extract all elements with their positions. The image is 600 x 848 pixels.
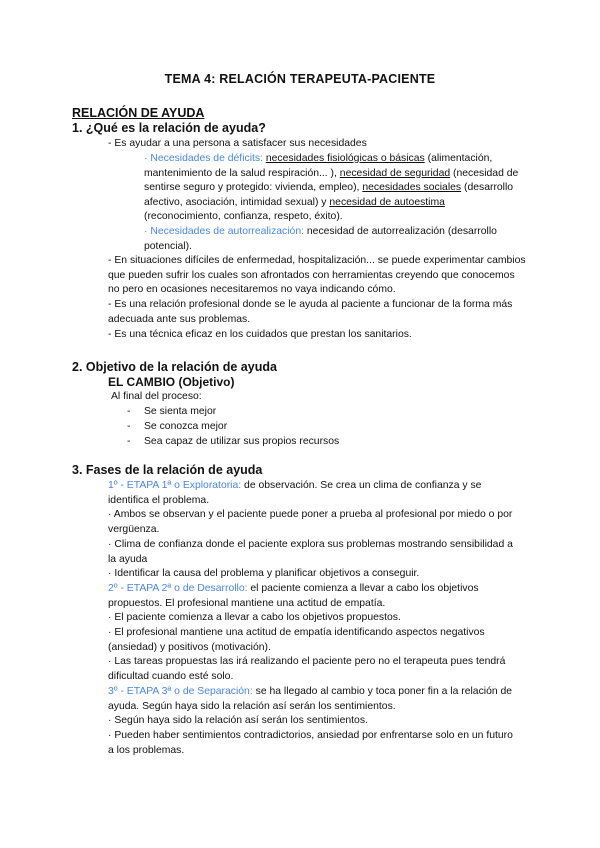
stage-3-text: se ha llegado al cambio y toca poner fin a la relación de ayuda. Según haya sido la relación así serán los sentimientos.: [108, 686, 513, 712]
page-title: TEMA 4: RELACIÓN TERAPEUTA-PACIENTE: [164, 72, 436, 86]
q1-intro: - Es ayudar a una persona a satisfacer sus necesidades: [108, 138, 367, 149]
q2-intro: Al final del proceso:: [111, 391, 202, 402]
deficit-text-2: (necesidad de sentirse seguro y protegido: vivienda, empleo),: [144, 167, 519, 194]
stage-1-paragraph: [108, 479, 520, 508]
autorrealizacion-text: necesidad de autorrealización (desarrollo potencial).: [144, 226, 497, 252]
stage-1-bullet-3: · Identificar la causa del problema y planificar objetivos a conseguir.: [108, 568, 420, 579]
stage-1-bullet-2: · Clima de confianza donde el paciente explora sus problemas mostrando sensibilidad a la ayuda: [108, 539, 513, 565]
stage-2-text: el paciente comienza a llevar a cabo los objetivos propuestos. El profesional mantiene una actitud de empatía.: [108, 583, 479, 609]
autorrealizacion-label: · Necesidades de autorrealización:: [144, 226, 304, 237]
deficit-text-1: (alimentación, mantenimiento de la salud respiración... ),: [144, 153, 493, 179]
stage-2-bullet-1: · El paciente comienza a llevar a cabo los objetivos propuestos.: [108, 612, 401, 623]
deficit-label: · Necesidades de déficits:: [144, 153, 263, 164]
stage-1-bullet-1: · Ambos se observan y el paciente puede poner a prueba al profesional por miedo o por vergüenza.: [108, 509, 513, 535]
stage-2-paragraph: [108, 582, 520, 611]
stage-1-text: de observación. Se crea un clima de confianza y se identifica el problema.: [108, 480, 482, 506]
q1-deficit-paragraph: [144, 152, 524, 225]
deficit-term-2: necesidad de seguridad: [339, 167, 451, 179]
stage-2-label: 2º - ETAPA 2ª o de Desarrollo:: [108, 583, 248, 594]
q3-heading: 3. Fases de la relación de ayuda: [72, 463, 263, 477]
document-page: TEMA 4: RELACIÓN TERAPEUTA-PACIENTE RELACIÓN DE AYUDA 1. ¿Qué es la relación de ayuda? - Es ayudar a una persona a satisfacer sus necesidades · Necesidades de déficits: necesidades fisiológicas o básicas (alimentación, mantenimiento de la salud respiración... ), necesidad de seguridad (necesidad de sentirse seguro y protegido: vivienda, empleo), necesidades sociales (desarrollo afectivo, asociación, intimidad sexual) y necesidad de autoestima (reconocimiento, confianza, respeto, éxito). · Necesidades de autorrealización: necesidad de autorrealización (desarrollo potencial). - En situaciones difíciles de enfermedad, hospitalización... se puede experimentar cambios que pueden sufrir los cuales son afrontados con herramientas creyendo que conocemos no pero en ocasiones necesitaremos no vaya indicando cómo. - Es una relación profesional donde se le ayuda al paciente a funcionar de la forma más adecuada ante sus problemas. - Es una técnica eficaz en los cuidados que prestan los sanitarios. 2. Objetivo de la relación de ayuda EL CAMBIO (Objetivo) Al final del proceso: - Se sienta mejor - Se conozca mejor - Sea capaz de utilizar sus propios recursos 3. Fases de la relación de ayuda 1º - ETAPA 1ª o Exploratoria: de observación. Se crea un clima de confianza y se identifica el problema. · Ambos se observan y el paciente puede poner a prueba al profesional por miedo o por vergüenza. · Clima de confianza donde el paciente explora sus problemas mostrando sensibilidad a la ayuda · Identificar la causa del problema y planificar objetivos a conseguir. 2º - ETAPA 2ª o de Desarrollo: el paciente comienza a llevar a cabo los objetivos propuestos. El profesional mantiene una actitud de empatía. · El paciente comienza a llevar a cabo los objetivos propuestos. · El profesional mantiene una actitud de empatía identificando aspectos negativos (ansiedad) y positivos (motivación). · Las tareas propuestas las irá realizando el paciente pero no el terapeuta pues tendrá dificultad cuando esté solo. 3º - ETAPA 3ª o de Separación: se ha llegado al cambio y toca poner fin a la relación de ayuda. Según haya sido la relación así serán los sentimientos. · Según haya sido la relación así serán los sentimientos. · Pueden haber sentimientos contradictorios, ansiedad por enfrentarse solo en un futuro a los problemas.: [0, 0, 600, 848]
q1-autorrealizacion-paragraph: [144, 225, 524, 254]
stage-3-bullet-1: · Según haya sido la relación así serán los sentimientos.: [108, 715, 368, 726]
q2-subheading: EL CAMBIO (Objetivo): [108, 375, 235, 389]
deficit-term-1: necesidades fisiológicas o básicas: [265, 153, 425, 164]
stage-3-bullet-2: · Pueden haber sentimientos contradictorios, ansiedad por enfrentarse solo en un futuro a los problemas.: [108, 730, 513, 756]
q1-paragraph-4: - Es una técnica eficaz en los cuidados que prestan los sanitarios.: [108, 329, 412, 340]
deficit-text-4: (reconocimiento, confianza, respeto, éxito).: [144, 211, 343, 223]
section-heading: RELACIÓN DE AYUDA: [72, 106, 205, 120]
q2-heading: 2. Objetivo de la relación de ayuda: [72, 360, 277, 374]
stage-2-bullet-2: · El profesional mantiene una actitud de empatía identificando aspectos negativos (ansiedad) y positivos (motivación).: [108, 627, 485, 653]
deficit-term-3: necesidades sociales: [362, 182, 462, 194]
deficit-text-3: (desarrollo afectivo, asociación, intimidad sexual) y: [144, 182, 514, 208]
q1-paragraph-2: - En situaciones difíciles de enfermedad, hospitalización... se puede experimentar cambios que pueden sufrir los cuales son afrontados con herramientas creyendo que conocemos no pero en ocasiones necesitaremos no vaya indicando cómo.: [108, 255, 526, 296]
stage-3-paragraph: [108, 685, 520, 714]
deficit-term-4: necesidad de autoestima: [329, 196, 445, 208]
stage-3-label: 3º - ETAPA 3ª o de Separación:: [108, 686, 253, 697]
stage-2-bullet-3: · Las tareas propuestas las irá realizando el paciente pero no el terapeuta pues tendrá dificultad cuando esté solo.: [108, 656, 506, 682]
stage-1-label: 1º - ETAPA 1ª o Exploratoria:: [108, 480, 242, 491]
q1-paragraph-3: - Es una relación profesional donde se le ayuda al paciente a funcionar de la forma más adecuada ante sus problemas.: [108, 299, 513, 325]
q1-heading: 1. ¿Qué es la relación de ayuda?: [72, 121, 266, 135]
